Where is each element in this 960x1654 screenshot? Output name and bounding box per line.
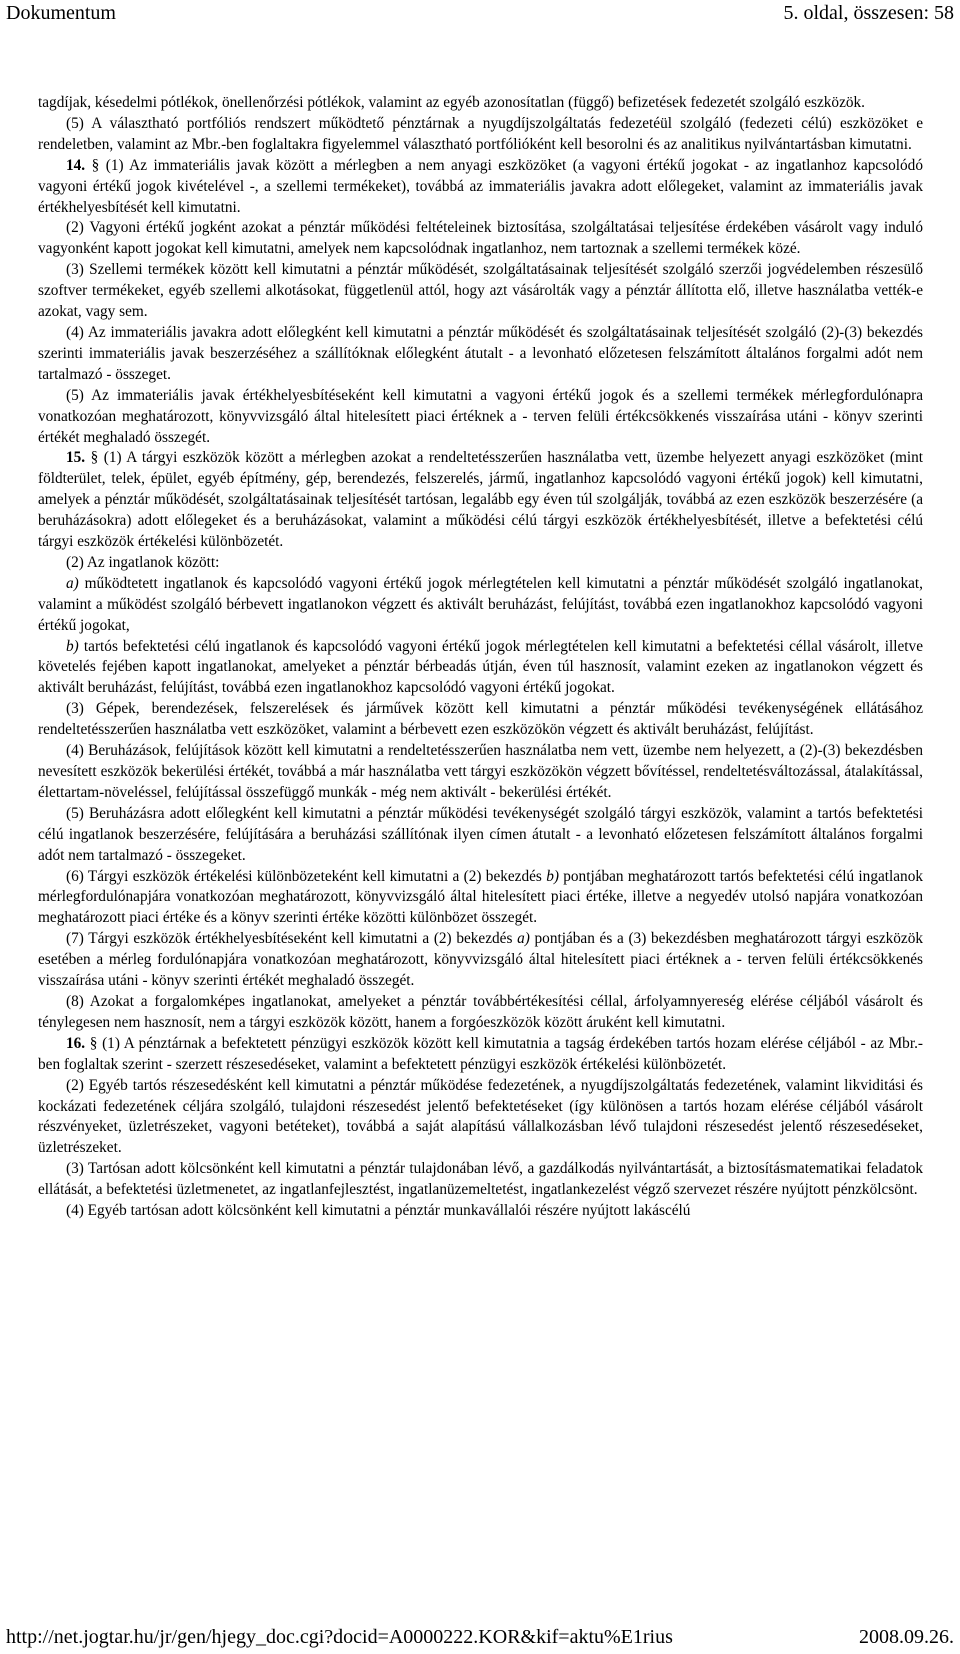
document-url: http://net.jogtar.hu/jr/gen/hjegy_doc.cgi?docid=A0000222.KOR&kif=aktu%E1rius xyxy=(6,1626,673,1648)
document-title: Dokumentum xyxy=(6,2,116,24)
section-15-2: (2) Az ingatlanok között: xyxy=(66,553,220,571)
print-date: 2008.09.26. xyxy=(859,1626,954,1648)
section-14-2: (2) Vagyoni értékű jogként azokat a pénztár működési feltételeinek biztosítása, szolgáltatásai teljesítése érdekében vásárolt vagy induló vagyonként kapott jogokat kell kimutatni, amelyek nem kapcsolódnak ingatlanhoz, nem tartoznak a szellemi termékek közé. xyxy=(38,219,923,258)
point-label: b) xyxy=(546,867,559,885)
section-number: 14. xyxy=(66,156,86,174)
paragraph-text: pontjában meghatározott tartós befektetési célú ingatlanok mérlegfordulónapjára vonatkozóan meghatározott, könyvvizsgáló által hitelesített piaci értéke, illetve a negyedév utolsó napjára vonatkozóan meghatározott piaci értéke és a könyv szerinti értéke közötti különbözet összegét. xyxy=(38,867,923,927)
section-16-2: (2) Egyéb tartós részesedésként kell kimutatni a pénztár működése fedezetének, a nyugdíjszolgáltatás fedezetének, valamint likviditási és kockázati fedezetének céljára szolgáló, tulajdoni részesedést jelentő befektetéseket (így különösen a tartós hozam elérése céljából vásárolt részvényeket, üzletrészeket, vagyoni betéteket), továbbá a saját alapítású vállalkozásban lévő tulajdoni részesedést jelentő részesedéseket, üzletrészeket. xyxy=(38,1076,923,1157)
section-15-2b xyxy=(38,637,923,700)
section-15-5: (5) Beruházásra adott előlegként kell kimutatni a pénztár működési tevékenységét szolgáló tárgyi eszközök, valamint a tartós befektetési célú ingatlanok beszerzésére, felújítására a beruházási szállítónak ilyen címen átutalt - a levonható előzetesen felszámított általános forgalmi adót nem tartalmazó - összegeket. xyxy=(38,804,923,864)
page-footer xyxy=(0,1624,960,1654)
section-15-1 xyxy=(38,448,923,553)
section-16-3: (3) Tartósan adott kölcsönként kell kimutatni a pénztár tulajdonában lévő, a gazdálkodás nyilvántartását, a biztosításmatematikai feladatok ellátását, a befektetési üzletmenetet, az ingatlanfejlesztést, ingatlanüzemeltetést, ingatlankezelést végző szervezet részére nyújtott pénzkölcsönt. xyxy=(38,1160,923,1199)
section-sign-link[interactable]: § xyxy=(89,1034,98,1052)
paragraph-text: (1) A tárgyi eszközök között a mérlegben azokat a rendeltetésszerűen használatba vett, üzembe helyezett anyagi eszközöket (mint földterület, telek, épület, egyéb építmény, gép, berendezés, felszerelés, jármű, ingatlanhoz kapcsolódó vagyoni értékű jogok) kell kimutatni, amelyek a pénztár működését, szolgáltatásainak teljesítését tartósan, legalább egy éven túl szolgálják, továbbá az ezen eszközök beszerzésére (a beruházásokra) adott előlegeket és a beruházásokat, valamint a működési célú tárgyi eszközök értékhelyesbítését, illetve a befektetési célú tárgyi eszközök értékelési különbözetét. xyxy=(38,449,923,551)
page-indicator: 5. oldal, összesen: 58 xyxy=(783,2,954,24)
paragraph-text: (7) Tárgyi eszközök értékhelyesbítéseként kell kimutatni a (2) bekezdés xyxy=(66,930,518,948)
section-15-2a xyxy=(38,574,923,637)
paragraph-continuation: tagdíjak, késedelmi pótlékok, önellenőrzési pótlékok, valamint az egyéb azonosítatlan (függő) befizetések fedezetét szolgáló eszközök. xyxy=(38,94,865,111)
page-header xyxy=(0,0,960,30)
section-14-1 xyxy=(38,156,923,219)
section-14-5: (5) Az immateriális javak értékhelyesbítéseként kell kimutatni a vagyoni értékű jogok és a szellemi termékek mérlegfordulónapra vonatkozóan meghatározott, könyvvizsgáló által hitelesített piaci értéknek a - terven felüli értékcsökkenés visszaírása utáni - könyv szerinti értékét meghaladó összegét. xyxy=(38,386,923,446)
paragraph-text: (1) Az immateriális javak között a mérlegben a nem anyagi eszközöket (a vagyoni értékű jogokat - az ingatlanhoz kapcsolódó vagyoni értékű jogok kivételével -, a szellemi termékeket), továbbá az immateriális javakra adott előlegeket, valamint az immateriális javak értékhelyesbítését kell kimutatni. xyxy=(38,156,923,216)
section-sign-link[interactable]: § xyxy=(91,156,100,174)
section-15-7 xyxy=(38,929,923,992)
section-14-3: (3) Szellemi termékek között kell kimutatni a pénztár működését, szolgáltatásainak teljesítését szolgáló szerzői jogvédelemben részesülő szoftver termékeket, egyéb szellemi alkotásokat, függetlenül attól, hogy azt vásárolták vagy a pénztár állította elő, illetve használatba vették-e azokat, vagy sem. xyxy=(38,261,923,321)
point-label: a) xyxy=(517,930,530,948)
section-15-6 xyxy=(38,867,923,930)
document-body xyxy=(38,93,923,1222)
paragraph-text: pontjában és a (3) bekezdésben meghatározott tárgyi eszközök esetében a mérleg fordulónapjára vonatkozóan meghatározott, könyvvizsgáló által hitelesített piaci értéknek a - terven felüli értékcsökkenés visszaírása utáni - könyv szerinti értékét meghaladó összegét. xyxy=(38,930,923,990)
section-16-4: (4) Egyéb tartósan adott kölcsönként kell kimutatni a pénztár munkavállalói részére nyújtott lakáscélú xyxy=(66,1202,691,1220)
paragraph-text: tartós befektetési célú ingatlanok és kapcsolódó vagyoni értékű jogok mérlegtételen kell kimutatni a befektetési céllal vásárolt, illetve követelés fejében kapott ingatlanokat, amelyeket a pénztár bérbeadás útján, éven túl hasznosít, valamint ezeken az ingatlanokon végzett és aktivált beruházást, felújítást, továbbá ezen ingatlanokhoz kapcsolódó vagyoni értékű jogokat. xyxy=(38,637,923,697)
paragraph-text: működtetett ingatlanok és kapcsolódó vagyoni értékű jogok mérlegtételen kell kimutatni a pénztár működését szolgáló ingatlanokat, valamint a működést szolgáló bérbevett ingatlanokon végzett és aktivált beruházást, felújítást, továbbá ezen ingatlanokhoz kapcsolódó vagyoni értékű jogokat, xyxy=(38,574,923,634)
paragraph-13-5: (5) A választható portfóliós rendszert működtető pénztárnak a nyugdíjszolgáltatás fedezetéül szolgáló (fedezeti célú) eszközöket e rendeletben, valamint az Mbr.-ben foglaltakra figyelemmel választható portfólióként kell besorolni és az analitikus nyilvántartásban kimutatni. xyxy=(38,114,923,153)
section-15-8: (8) Azokat a forgalomképes ingatlanokat, amelyeket a pénztár továbbértékesítési céllal, árfolyamnyereség elérése céljából vásárolt és ténylegesen nem hasznosít, nem a tárgyi eszközök között, hanem a forgóeszközök között áruként kell kimutatni. xyxy=(38,992,923,1031)
section-15-3: (3) Gépek, berendezések, felszerelések és járművek között kell kimutatni a pénztár működési tevékenységének ellátásához rendeltetésszerűen használatba vett eszközöket, valamint a bérbevett ezen eszközökön végzett és aktivált beruházást, felújítást. xyxy=(38,700,923,739)
paragraph-text: (1) A pénztárnak a befektetett pénzügyi eszközök között kell kimutatnia a tagság érdekében tartós hozam elérése céljából - az Mbr.-ben foglaltak szerint - szerzett részesedéseket, valamint a befektetett pénzügyi eszközök értékelési különbözetét. xyxy=(38,1034,923,1073)
point-label: a) xyxy=(66,574,79,592)
section-15-4: (4) Beruházások, felújítások között kell kimutatni a rendeltetésszerűen használatba nem vett, üzembe nem helyezett, a (2)-(3) bekezdésben nevesített eszközök bekerülési értékét, továbbá a már használatba vett tárgyi eszközökön végzett bővítéssel, rendeltetésváltozással, átalakítással, élettartam-növeléssel, felújítással összefüggő munkák - még nem aktivált - bekerülési értékét. xyxy=(38,742,923,801)
point-label: b) xyxy=(66,637,79,655)
section-14-4: (4) Az immateriális javakra adott előlegként kell kimutatni a pénztár működését és szolgáltatásainak teljesítését szolgáló (2)-(3) bekezdés szerinti immateriális javak beszerzéséhez a szállítóknak előlegként átutalt - a levonható előzetesen felszámított általános forgalmi adót nem tartalmazó - összeget. xyxy=(38,323,923,383)
section-number: 16. xyxy=(66,1034,86,1052)
section-sign-link[interactable]: § xyxy=(90,449,99,467)
section-16-1 xyxy=(38,1034,923,1076)
section-number: 15. xyxy=(66,449,86,467)
paragraph-text: (6) Tárgyi eszközök értékelési különbözeteként kell kimutatni a (2) bekezdés xyxy=(66,867,547,885)
